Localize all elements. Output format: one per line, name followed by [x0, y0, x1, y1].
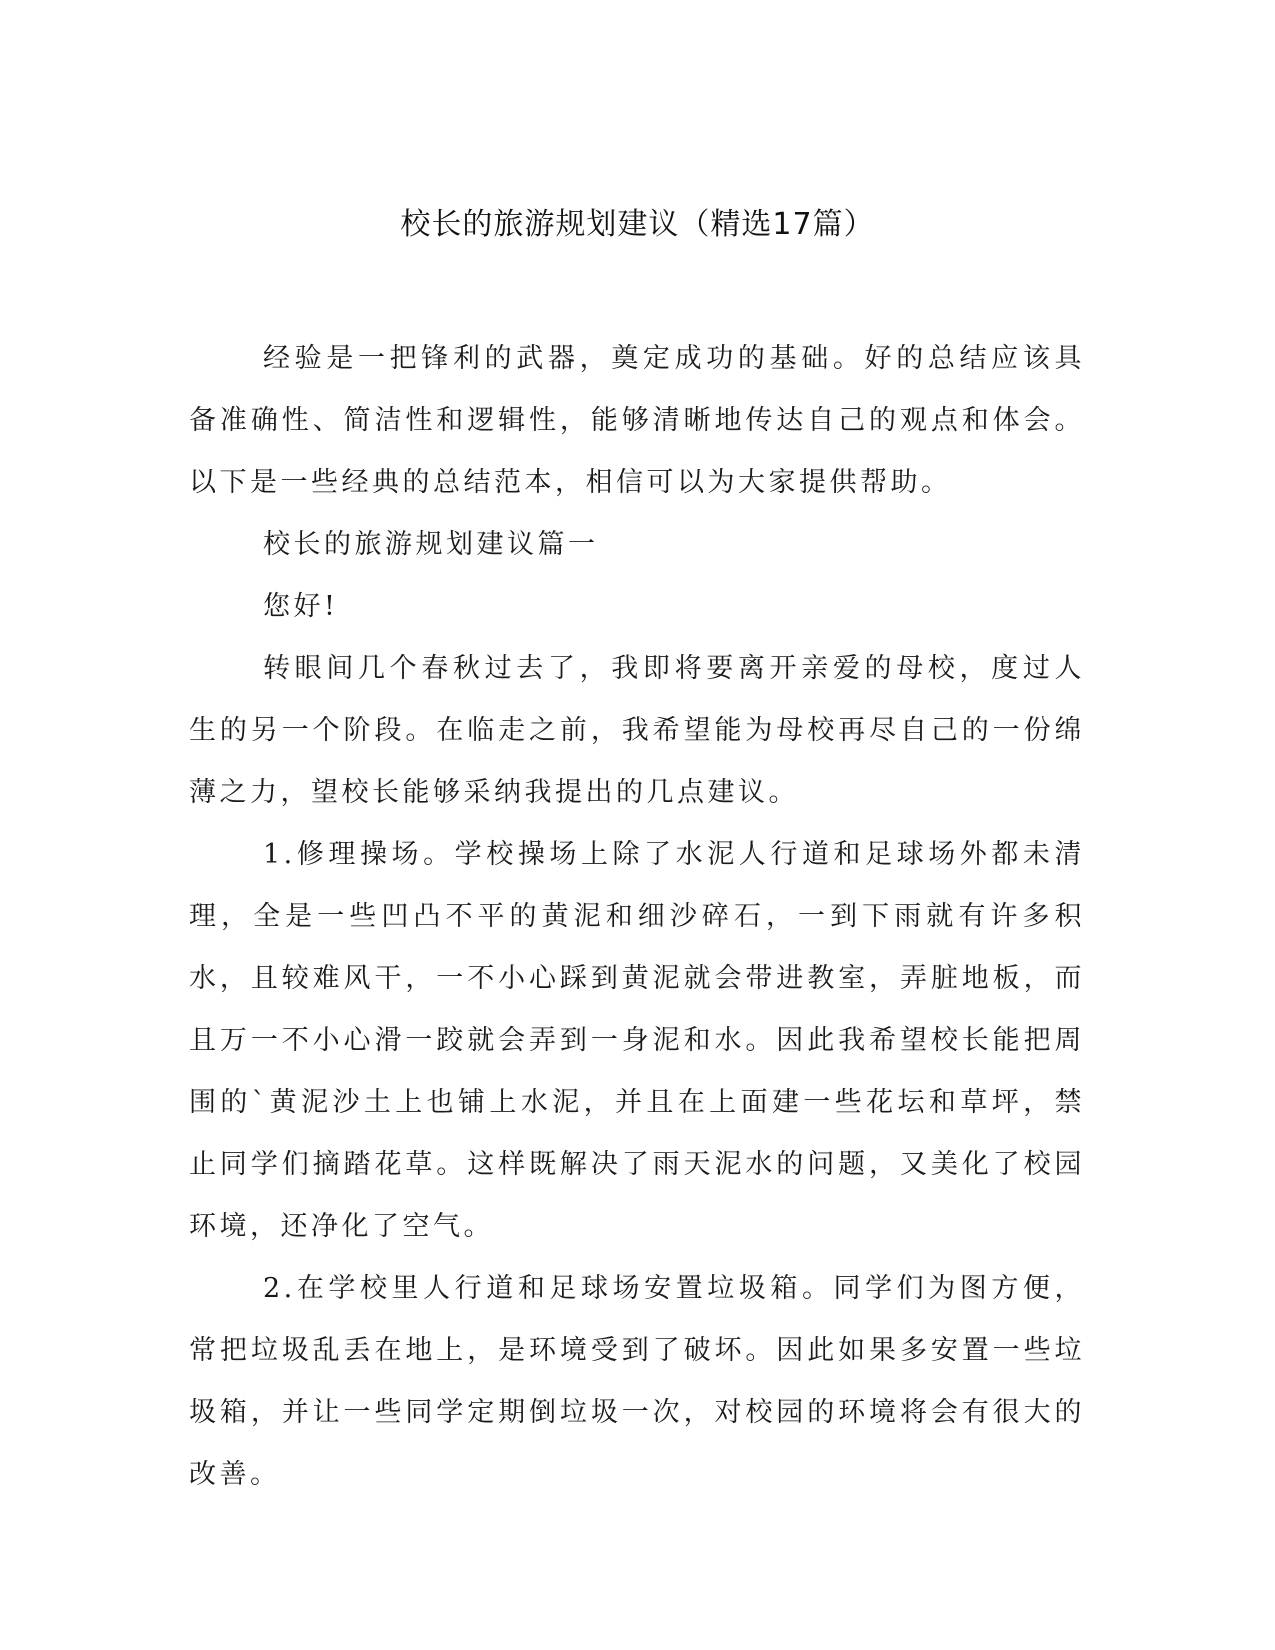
section-heading: 校长的旅游规划建议篇一 — [263, 529, 599, 560]
body-paragraph: 转眼间几个春秋过去了，我即将要离开亲爱的母校，度过人生的另一个阶段。在临走之前，我希望能为母校再尽自己的一份绵薄之力，望校长能够采纳我提出的几点建议。 — [189, 653, 1085, 808]
suggestion-paragraph-2: 2.在学校里人行道和足球场安置垃圾箱。同学们为图方便，常把垃圾乱丢在地上，是环境受到了破坏。因此如果多安置一些垃圾箱，并让一些同学定期倒垃圾一次，对校园的环境将会有很大的改善。 — [189, 1273, 1085, 1490]
document-body — [189, 328, 1085, 1506]
greeting-paragraph: 您好! — [263, 591, 339, 622]
intro-paragraph: 经验是一把锋利的武器，奠定成功的基础。好的总结应该具备准确性、简洁性和逻辑性，能够清晰地传达自己的观点和体会。以下是一些经典的总结范本，相信可以为大家提供帮助。 — [189, 343, 1085, 498]
suggestion-paragraph-1: 1.修理操场。学校操场上除了水泥人行道和足球场外都未清理，全是一些凹凸不平的黄泥和细沙碎石，一到下雨就有许多积水，且较难风干，一不小心踩到黄泥就会带进教室，弄脏地板，而且万一不小心滑一跤就会弄到一身泥和水。因此我希望校长能把周围的`黄泥沙土上也铺上水泥，并且在上面建一些花坛和草坪，禁止同学们摘踏花草。这样既解决了雨天泥水的问题，又美化了校园环境，还净化了空气。 — [189, 839, 1085, 1242]
document-title: 校长的旅游规划建议（精选17篇） — [400, 207, 875, 242]
